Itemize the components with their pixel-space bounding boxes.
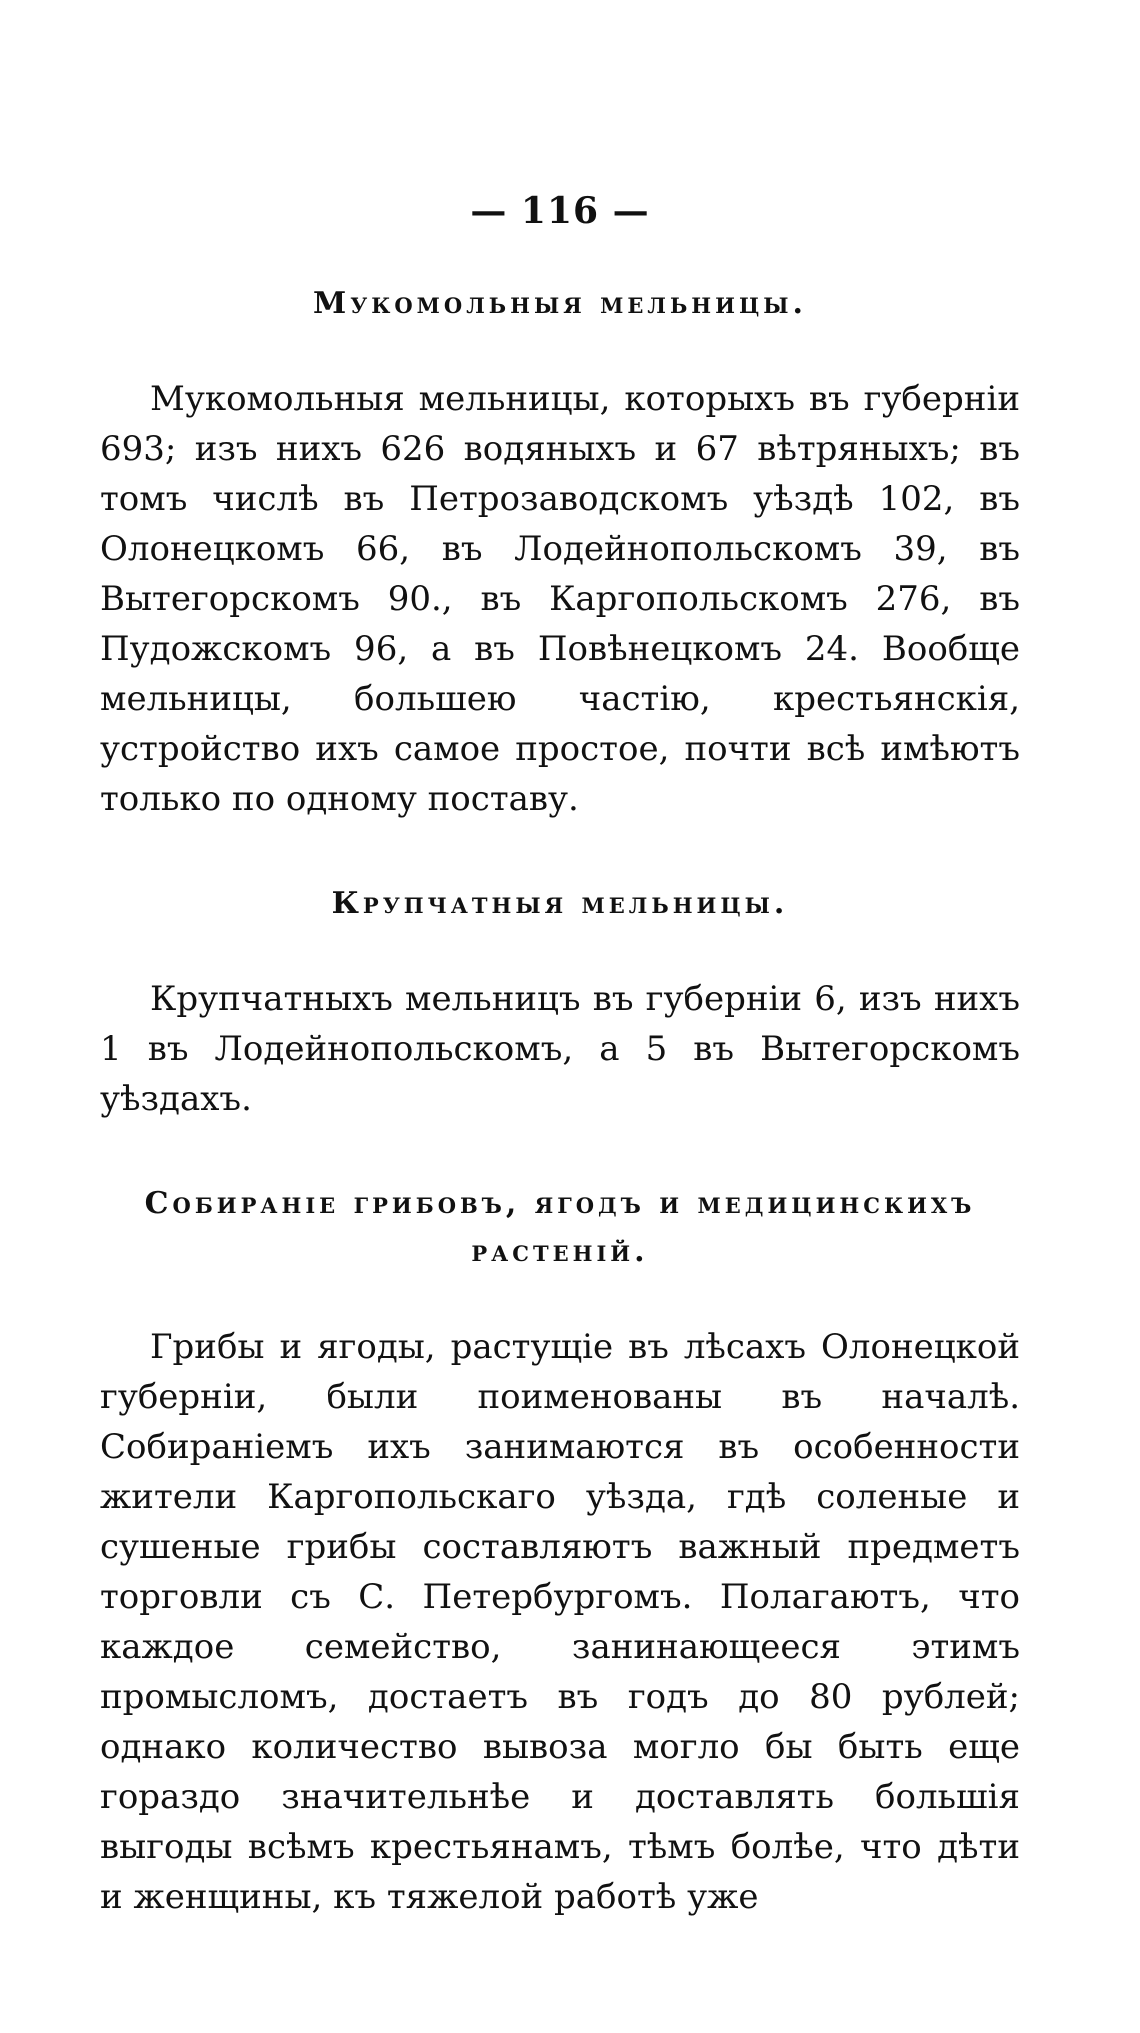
spacer xyxy=(100,1124,1020,1180)
spacer xyxy=(100,928,1020,974)
spacer xyxy=(100,1276,1020,1322)
section-heading-gathering: Собираніе грибовъ, ягодъ и медицинскихъ растеній. xyxy=(144,1186,976,1269)
spacer xyxy=(100,824,1020,880)
section-paragraph-flour-mills: Мукомольныя мельницы, которыхъ въ губерніи 693; изъ нихъ 626 водяныхъ и 67 вѣтряныхъ; въ томъ числѣ въ Петрозаводскомъ уѣздѣ 102, въ Олонецкомъ 66, въ Лодейнопольскомъ 39, въ Вытегорскомъ 90., въ Каргопольскомъ 276, въ Пудожскомъ 96, а въ Повѣнецкомъ 24. Вообще мельницы, большею частію, крестьянскія, устройство ихъ самое простое, почти всѣ имѣютъ только по одному поставу. xyxy=(100,379,1020,819)
section-paragraph-groats-mills: Крупчатныхъ мельницъ въ губерніи 6, изъ нихъ 1 въ Лодейнопольскомъ, а 5 въ Вытегорскомъ уѣздахъ. xyxy=(100,979,1020,1119)
section-heading-groats-mills: Крупчатныя мельницы. xyxy=(331,886,789,921)
page-number: — 116 — xyxy=(470,190,650,232)
book-page xyxy=(100,190,1020,1922)
section-heading-flour-mills: Мукомольныя мельницы. xyxy=(313,286,807,321)
section-paragraph-gathering: Грибы и ягоды, растущіе въ лѣсахъ Олонецкой губерніи, были поименованы въ началѣ. Собираніемъ ихъ занимаются въ особенности жители Каргопольскаго уѣзда, гдѣ соленые и сушеные грибы составляютъ важный предметъ торговли съ С. Петербургомъ. Полагаютъ, что каждое семейство, занинающееся этимъ промысломъ, достаетъ въ годъ до 80 рублей; однако количество вывоза могло бы быть еще гораздо значительнѣе и доставлять большія выгоды всѣмъ крестьянамъ, тѣмъ болѣе, что дѣти и женщины, къ тяжелой работѣ уже xyxy=(100,1327,1020,1917)
spacer xyxy=(100,328,1020,374)
